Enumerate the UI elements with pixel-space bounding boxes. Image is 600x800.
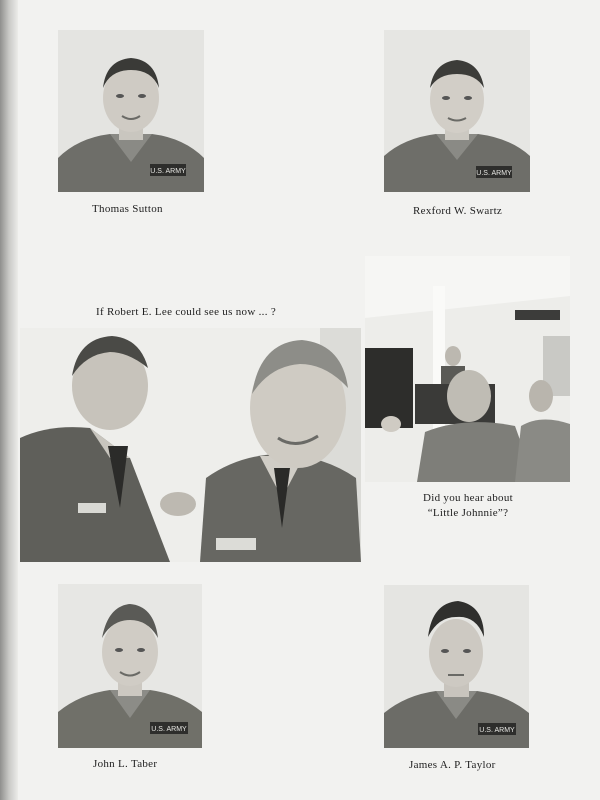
portrait-photo-taber <box>58 584 202 748</box>
caption-line-1: Did you hear about <box>422 492 514 504</box>
candid-caption-lee: If Robert E. Lee could see us now ... ? <box>96 306 277 318</box>
candid-photo-officers <box>20 328 361 562</box>
portrait-caption-sutton: Thomas Sutton <box>92 203 163 215</box>
portrait-photo-sutton <box>58 30 204 192</box>
portrait-caption-taber: John L. Taber <box>93 758 158 770</box>
uniform-patch-text: U.S. ARMY <box>476 170 512 177</box>
portrait-caption-swartz: Rexford W. Swartz <box>413 205 503 217</box>
portrait-photo-taylor <box>384 585 529 748</box>
uniform-patch-text: U.S. ARMY <box>479 727 515 734</box>
caption-line-2: “Little Johnnie”? <box>427 507 509 519</box>
uniform-patch-text: U.S. ARMY <box>150 168 186 175</box>
page-binding-shadow <box>0 0 18 800</box>
portrait-caption-taylor: James A. P. Taylor <box>409 759 496 771</box>
portrait-photo-swartz <box>384 30 530 192</box>
uniform-patch-text: U.S. ARMY <box>151 726 187 733</box>
candid-caption-johnnie <box>412 491 524 521</box>
candid-photo-classroom <box>365 256 570 482</box>
